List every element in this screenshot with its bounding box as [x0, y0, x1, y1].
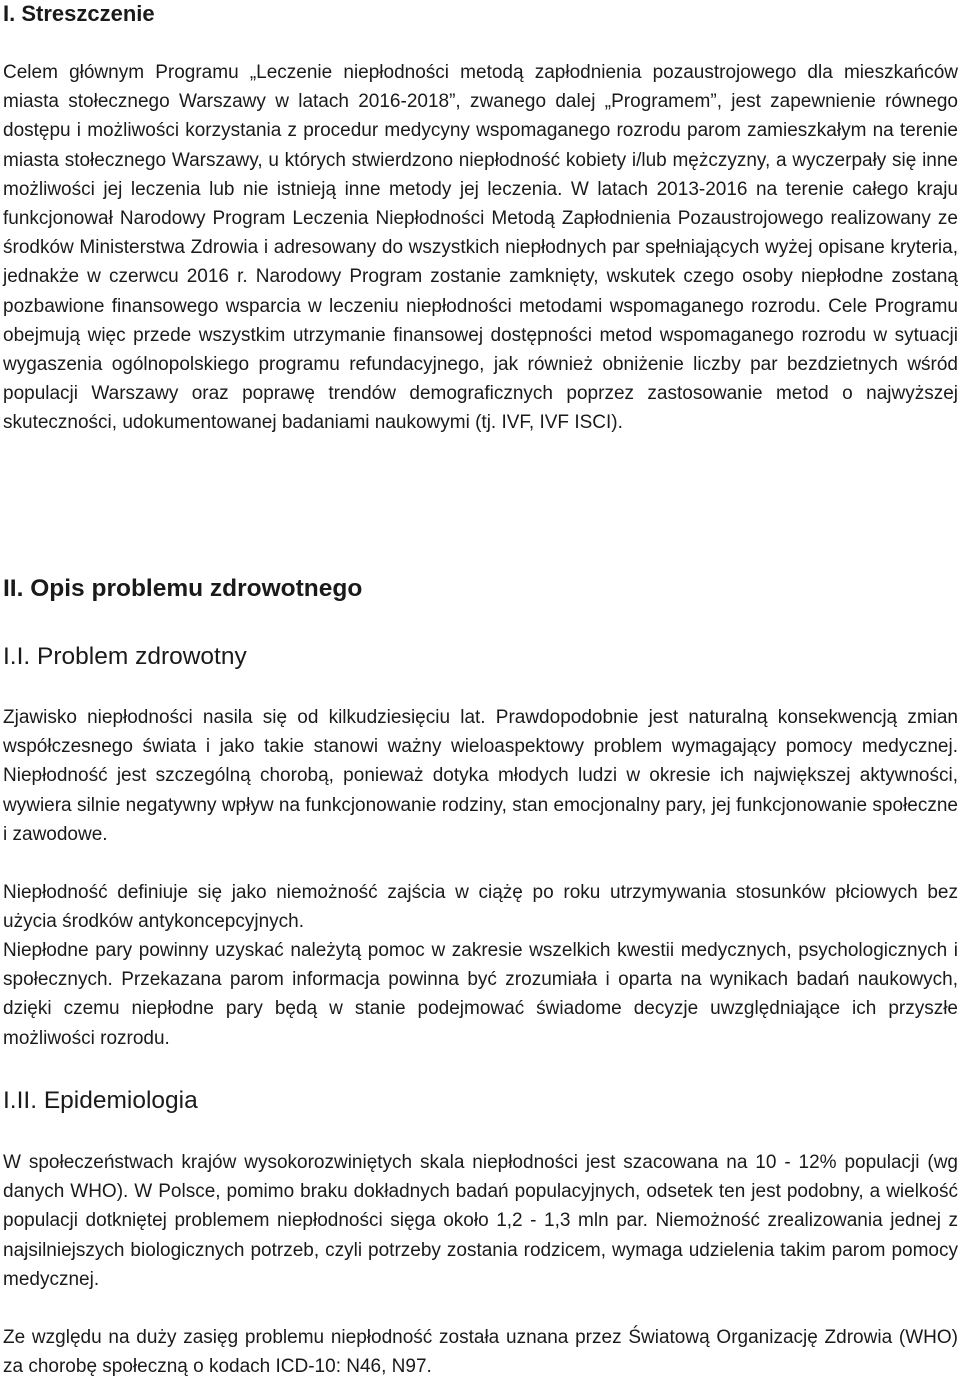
section-heading-epidemiology: I.II. Epidemiologia — [3, 1087, 198, 1114]
section-heading-health-problem: I.I. Problem zdrowotny — [3, 643, 247, 670]
summary-paragraph: Celem głównym Programu „Leczenie niepłodności metodą zapłodnienia pozaustrojowego dla mieszkańców miasta stołecznego Warszawy w latach 2016-2018”, zwanego dalej „Programem”, jest zapewnienie równego dostępu i możliwości korzystania z procedur medycyny wspomaganego rozrodu parom zamieszkałym na terenie miasta stołecznego Warszawy, u których stwierdzono niepłodność kobiety i/lub mężczyzny, a wyczerpały się inne możliwości jej leczenia lub nie istnieją inne metody jej leczenia. W latach 2013-2016 na terenie całego kraju funkcjonował Narodowy Program Leczenia Niepłodności Metodą Zapłodnienia Pozaustrojowego realizowany ze środków Ministerstwa Zdrowia i adresowany do wszystkich niepłodnych par spełniających wyżej opisane kryteria, jednakże w czerwcu 2016 r. Narodowy Program zostanie zamknięty, wskutek czego osoby niepłodne zostaną pozbawione finansowego wsparcia w leczeniu niepłodności metodami wspomaganego rozrodu. Cele Programu obejmują więc przede wszystkim utrzymanie finansowej dostępności metod wspomaganego rozrodu w sytuacji wygaszenia ogólnopolskiego programu refundacyjnego, jak również obniżenie liczby par bezdzietnych wśród populacji Warszawy oraz poprawę trendów demograficznych poprzez zastosowanie metod o najwyższej skuteczności, udokumentowanej badaniami naukowymi (tj. IVF, IVF ISCI). — [3, 62, 958, 434]
health-problem-paragraph-1: Zjawisko niepłodności nasila się od kilkudziesięciu lat. Prawdopodobnie jest naturalną konsekwencją zmian współczesnego świata i jako takie stanowi ważny wieloaspektowy problem wymagający pomocy medycznej. Niepłodność jest szczególną chorobą, ponieważ dotyka młodych ludzi w okresie ich największej aktywności, wywiera silnie negatywny wpływ na funkcjonowanie rodziny, stan emocjonalny pary, jej funkcjonowanie społeczne i zawodowe. — [3, 707, 958, 845]
epidemiology-paragraph-1: W społeczeństwach krajów wysokorozwiniętych skala niepłodności jest szacowana na 10 - 12% populacji (wg danych WHO). W Polsce, pomimo braku dokładnych badań populacyjnych, odsetek ten jest podobny, a wielkość populacji dotkniętej problemem niepłodności sięga około 1,2 - 1,3 mln par. Niemożność zrealizowania jednej z najsilniejszych biologicznych potrzeb, czyli potrzeby zostania rodzicem, wymaga udzielenia takim parom pomocy medycznej. — [3, 1152, 958, 1290]
section-heading-problem: II. Opis problemu zdrowotnego — [3, 575, 363, 602]
epidemiology-paragraph-2: Ze względu na duży zasięg problemu niepłodność została uznana przez Światową Organizację Zdrowia (WHO) za chorobę społeczną o kodach ICD-10: N46, N97. — [3, 1327, 958, 1378]
health-problem-paragraph-3: Niepłodne pary powinny uzyskać należytą pomoc w zakresie wszelkich kwestii medycznych, psychologicznych i społecznych. Przekazana parom informacja powinna być zrozumiała i oparta na wynikach badań naukowych, dzięki czemu niepłodne pary będą w stanie podejmować świadome decyzje uwzględniające ich przyszłe możliwości rozrodu. — [3, 940, 958, 1049]
health-problem-paragraph-2: Niepłodność definiuje się jako niemożność zajścia w ciążę po roku utrzymywania stosunków płciowych bez użycia środków antykoncepcyjnych. — [3, 882, 958, 933]
section-heading-summary: I. Streszczenie — [3, 1, 155, 26]
